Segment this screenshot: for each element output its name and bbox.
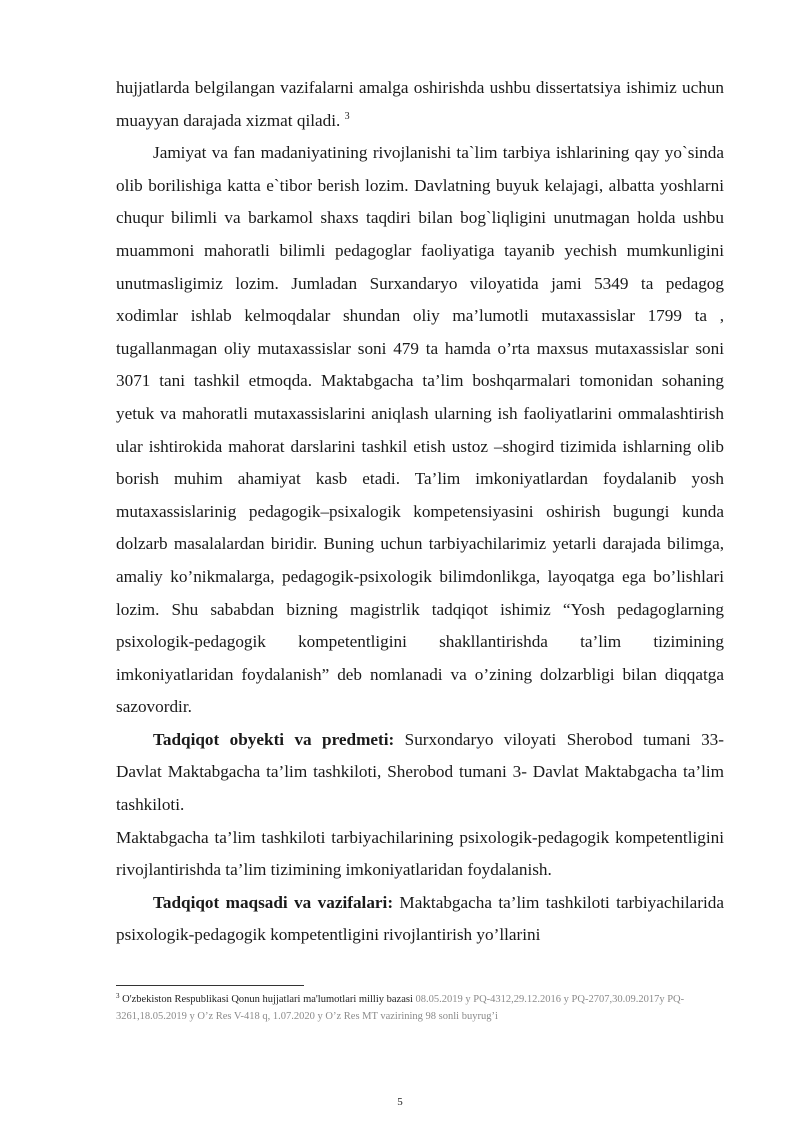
paragraph (116, 822, 724, 887)
paragraph-text: Surxondaryo viloyati Sherobod tumani 33- Davlat Maktabgacha ta’lim tashkiloti, Sherobod tumani 3- Davlat Maktabgacha ta’lim tashkiloti. (116, 729, 724, 815)
page-number: 5 (397, 1096, 403, 1108)
section-heading: Tadqiqot obyekti va predmeti: (153, 729, 395, 749)
section-heading: Tadqiqot maqsadi va vazifalari: (153, 892, 394, 912)
footnote-faded-text: 08.05.2019 y PQ-4312,29.12.2016 y PQ-2707,30.09.2017y PQ-3261,18.05.2019 y O’z Res V-418 q, 1.07.2020 y O’z Res MT vazirining 98 sonli buyrug’i (116, 994, 685, 1022)
document-body (116, 72, 724, 952)
footnote-separator (116, 985, 304, 986)
paragraph-text: Maktabgacha ta’lim tashkiloti tarbiyachilarining psixologik-pedagogik kompetentligini rivojlantirishda ta’lim tizimining imkoniyatlaridan foydalanish. (116, 827, 724, 880)
paragraph (116, 724, 724, 822)
paragraph (116, 887, 724, 952)
paragraph-text: Maktabgacha ta’lim tashkiloti tarbiyachilarida psixologik-pedagogik kompetentligini rivojlantirish yo’llarini (116, 892, 724, 945)
paragraph (116, 72, 724, 137)
paragraph-text: hujjatlarda belgilangan vazifalarni amalga oshirishda ushbu dissertatsiya ishimiz uchun muayyan darajada xizmat qiladi. (116, 78, 724, 130)
footnote-text: O'zbekiston Respublikasi Qonun hujjatlari ma'lumotlari milliy bazasi (122, 994, 413, 1005)
paragraph (116, 137, 724, 724)
footnote-number: 3 (116, 992, 120, 1000)
footnote-reference: 3 (344, 110, 350, 122)
footnote (116, 991, 716, 1025)
paragraph-text: Jamiyat va fan madaniyatining rivojlanishi ta`lim tarbiya ishlarining qay yo`sinda olib borilishiga katta e`tibor berish lozim. Davlatning buyuk kelajagi, albatta yoshlarni chuqur bilimli va barkamol shaxs taqdiri bilan bog`liqligini unutmagan holda ushbu muammoni mahoratli bilimli pedagoglar faoliyatiga tayanib yechish mumkunligini unutmasligimiz lozim. Jumladan Surxandaryo viloyatida jami 5349 ta pedagog xodimlar ishlab kelmoqdalar shundan oliy ma’lumotli mutaxassislar 1799 ta , tugallanmagan oliy mutaxassislar soni 479 ta hamda o’rta maxsus mutaxassislar soni 3071 tani tashkil etmoqda. Maktabgacha ta’lim boshqarmalari tomonidan sohaning yetuk va mahoratli mutaxassislarini aniqlash ularning ish faoliyatlarini ommalashtirish ular ishtirokida mahorat darslarini tashkil etish ustoz –shogird tizimida ishlarning olib borish muhim ahamiyat kasb etadi. Ta’lim imkoniyatlardan foydalanib yosh mutaxassislarinig pedagogik–psixalogik kompetensiyasini oshirish bugungi kunda dolzarb masalalardan biridir. Buning uchun tarbiyachilarimiz yetarli darajada bilimga, amaliy ko’nikmalarga, pedagogik-psixologik bilimdonlikga, layoqatga ega bo’lishlari lozim. Shu sababdan bizning magistrlik tadqiqot ishimiz “Yosh pedagoglarning psixologik-pedagogik kompetentligini shakllantirishda ta’lim tizimining imkoniyatlaridan foydalanish” deb nomlanadi va o’zining dolzarbligi bilan diqqatga sazovordir. (116, 143, 724, 717)
